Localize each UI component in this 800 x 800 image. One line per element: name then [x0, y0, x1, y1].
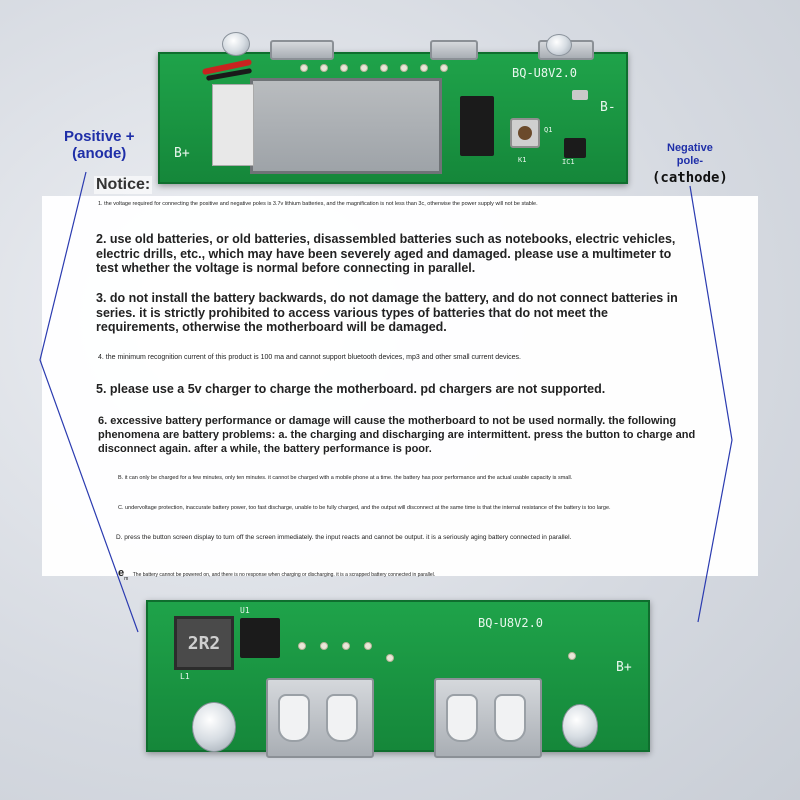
notice-item-e-sub: m	[124, 576, 129, 583]
negative-label-line2: pole-	[676, 155, 704, 167]
notice-item-6: 6. excessive battery performance or damage will cause the motherboard to not be used normally. the following phenomena are battery problems: a. the charging and discharging are intermittent. press the button to charge and disconnect again. after a while, the battery performance is poor.	[98, 415, 696, 455]
negative-label-line1: Negative	[667, 142, 713, 154]
b-minus-label: B-	[600, 100, 616, 115]
pcb-model-label: BQ-U8V2.0	[478, 616, 544, 630]
notice-item-e-text: The battery cannot be powered on, and there is no response when charging or discharging. it is a scrapped battery connected in parallel.	[132, 572, 436, 578]
positive-label-line2: (anode)	[72, 145, 127, 162]
negative-pointer-line	[690, 186, 732, 622]
notice-title: Notice:	[96, 176, 151, 193]
b-plus-label: B+	[174, 146, 190, 161]
inductor-label: 2R2	[187, 632, 221, 654]
notice-item-b: B. it can only be charged for a few minutes, only ten minutes. it cannot be charged with a mobile phone at a time. the battery has poor performance and the actual usable capacity is small.	[118, 475, 573, 481]
b-plus-label: B+	[616, 660, 632, 675]
q1-label: Q1	[544, 126, 553, 134]
notice-item-e-letter: e	[118, 567, 125, 579]
notice-item-2: 2. use old batteries, or old batteries, disassembled batteries such as notebooks, electric vehicles, electric drills, etc., which may have been severely aged and damaged. please use a multimeter to test whether the voltage is normal before connecting in parallel.	[96, 232, 676, 275]
notice-item-1: 1. the voltage required for connecting the positive and negative poles is 3.7v lithium batteries, and the magnification is not less than 3c, otherwise the power supply will not be stable.	[98, 201, 538, 207]
notice-item-5: 5. please use a 5v charger to charge the motherboard. pd chargers are not supported.	[96, 382, 606, 396]
l1-label: L1	[180, 672, 190, 681]
notice-item-3: 3. do not install the battery backwards, do not damage the battery, and do not connect batteries in series. it is strictly prohibited to access various types of batteries that do not meet the requirements, otherwise the motherboard will be damaged.	[96, 291, 678, 334]
u1-label: U1	[240, 606, 250, 615]
positive-label-line1: Positive +	[64, 128, 135, 145]
positive-pointer-line	[40, 172, 138, 632]
notice-item-4: 4. the minimum recognition current of this product is 100 ma and cannot support bluetooth devices, mp3 and other small current devices.	[98, 354, 521, 361]
k1-label: K1	[518, 156, 527, 164]
notice-item-c: C. undervoltage protection, inaccurate battery power, too fast discharge, unable to be fully charged, and the output will disconnect at the same time is that the internal resistance of the battery is too large.	[118, 505, 611, 511]
pcb-model-label: BQ-U8V2.0	[512, 66, 578, 80]
ic1-label: IC1	[562, 158, 575, 166]
notice-item-d: D. press the button screen display to turn off the screen immediately. the input reacts and cannot be output. it is a seriously aging battery connected in parallel.	[116, 534, 572, 541]
negative-label-line3: (cathode)	[652, 170, 728, 186]
